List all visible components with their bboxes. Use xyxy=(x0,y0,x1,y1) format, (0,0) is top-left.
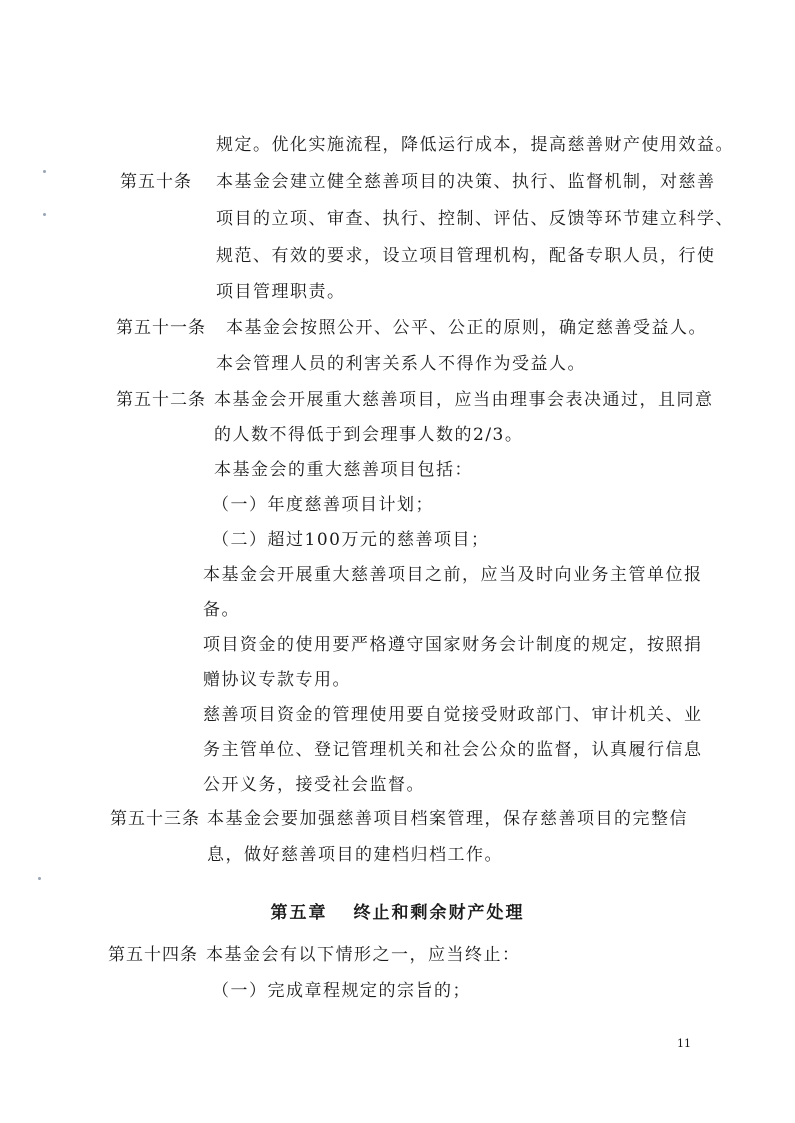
line-text: 息，做好慈善项目的建档归档工作。 xyxy=(207,845,503,865)
paragraph-line xyxy=(226,317,707,339)
paragraph-line xyxy=(216,171,716,193)
article-number: 第五十四条 xyxy=(108,945,198,965)
paragraph-line xyxy=(207,844,503,866)
line-text: 本基金会开展重大慈善项目之前，应当及时向业务主管单位报 xyxy=(203,565,703,585)
line-text: 慈善项目资金的管理使用要自觉接受财政部门、审计机关、业 xyxy=(203,705,703,725)
paragraph-line xyxy=(216,134,734,156)
paragraph-line xyxy=(203,564,703,586)
scan-speck xyxy=(43,213,46,216)
line-text: 备。 xyxy=(203,600,240,620)
list-item xyxy=(212,494,434,516)
list-item xyxy=(212,980,471,1002)
article-number: 第五十一条 xyxy=(116,318,206,338)
paragraph-line xyxy=(214,424,523,446)
line-text: 赠协议专款专用。 xyxy=(203,670,351,690)
line-text: 本基金会建立健全慈善项目的决策、执行、监督机制，对慈善 xyxy=(216,172,716,192)
article-label xyxy=(110,808,200,830)
scan-speck xyxy=(43,170,46,173)
line-text: 本基金会开展重大慈善项目，应当由理事会表决通过，且同意 xyxy=(214,390,714,410)
line-text: （二）超过100万元的慈善项目； xyxy=(212,530,490,550)
paragraph-line xyxy=(203,599,240,621)
line-text: 项目资金的使用要严格遵守国家财务会计制度的规定，按照捐 xyxy=(203,635,703,655)
line-text: 务主管单位、登记管理机关和社会公众的监督，认真履行信息 xyxy=(203,740,703,760)
article-label xyxy=(116,317,206,339)
line-text: （一）完成章程规定的宗旨的； xyxy=(212,981,471,1001)
article-label xyxy=(116,389,206,411)
article-label xyxy=(120,171,192,193)
scan-speck xyxy=(38,877,41,880)
paragraph-line xyxy=(216,208,734,230)
line-text: 的人数不得低于到会理事人数的2/3。 xyxy=(214,425,524,445)
paragraph-line xyxy=(203,634,703,656)
paragraph-line xyxy=(216,353,586,375)
paragraph-line xyxy=(214,389,714,411)
chapter-title: 终止和剩余财产处理 xyxy=(353,903,525,923)
line-text: 本会管理人员的利害关系人不得作为受益人。 xyxy=(216,354,586,374)
line-text: （一）年度慈善项目计划； xyxy=(212,495,434,515)
chapter-heading xyxy=(0,902,795,924)
line-text: 公开义务，接受社会监督。 xyxy=(203,775,425,795)
article-number: 第五十条 xyxy=(120,172,192,192)
paragraph-line xyxy=(214,459,473,481)
line-text: 规定。优化实施流程，降低运行成本，提高慈善财产使用效益。 xyxy=(216,135,734,155)
line-text: 本基金会有以下情形之一，应当终止： xyxy=(206,945,521,965)
line-text: 本基金会要加强慈善项目档案管理，保存慈善项目的完整信 xyxy=(207,809,688,829)
paragraph-line xyxy=(207,808,688,830)
page-number: 11 xyxy=(677,1037,691,1050)
paragraph-line xyxy=(216,245,716,267)
article-label xyxy=(108,944,198,966)
line-text: 本基金会按照公开、公平、公正的原则，确定慈善受益人。 xyxy=(226,318,707,338)
paragraph-line xyxy=(203,669,351,691)
line-text: 本基金会的重大慈善项目包括： xyxy=(214,460,473,480)
paragraph-line xyxy=(203,739,703,761)
article-number: 第五十三条 xyxy=(110,809,200,829)
chapter-number: 第五章 xyxy=(270,903,328,923)
article-number: 第五十二条 xyxy=(116,390,206,410)
line-text: 规范、有效的要求，设立项目管理机构，配备专职人员，行使 xyxy=(216,246,716,266)
line-text: 项目的立项、审查、执行、控制、评估、反馈等环节建立科学、 xyxy=(216,209,734,229)
paragraph-line xyxy=(203,774,425,796)
paragraph-line xyxy=(206,944,521,966)
line-text: 项目管理职责。 xyxy=(216,282,346,302)
paragraph-line xyxy=(203,704,703,726)
list-item xyxy=(212,529,489,551)
paragraph-line xyxy=(216,281,346,303)
